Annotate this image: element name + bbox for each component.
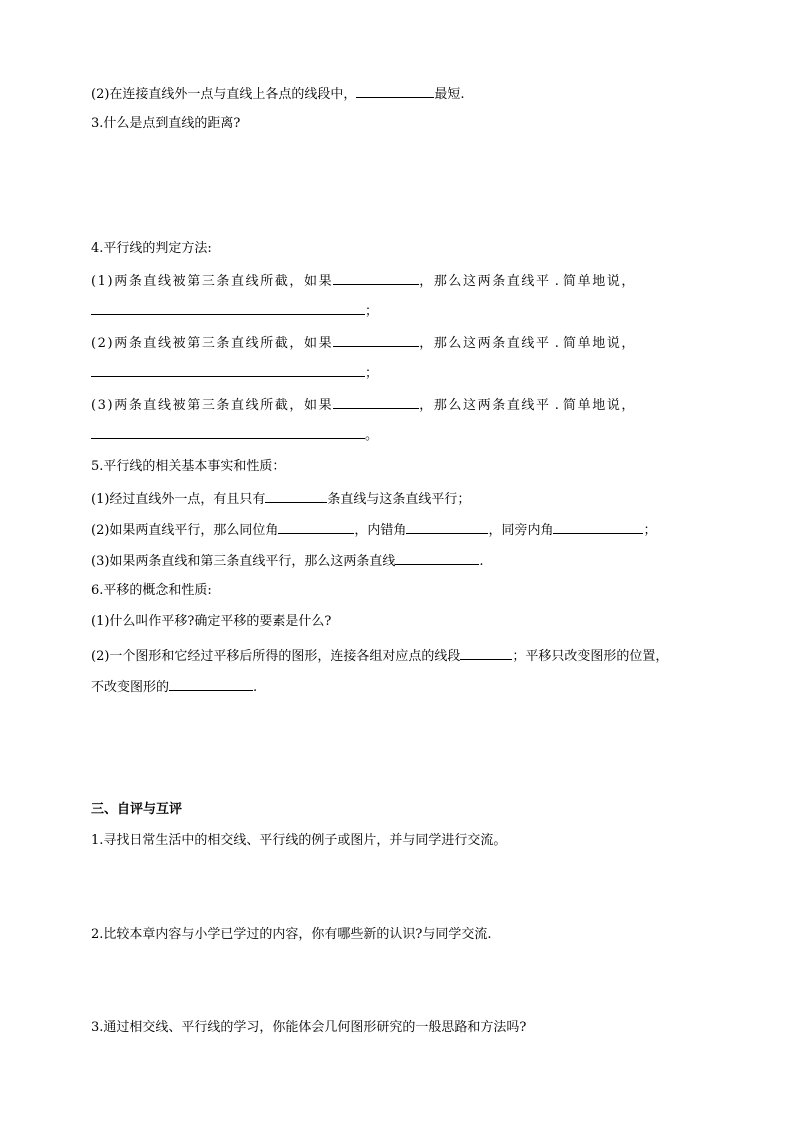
q6-item1: (1)什么叫作平移?确定平移的要素是什么? [91,614,332,629]
q4-item2-line2 [91,363,378,383]
answer-blank[interactable] [406,520,488,534]
q5-item1 [91,489,470,509]
q4-item2-tail: 简单地说， [563,336,637,351]
q2-part2-text: (2)在连接直线外一点与直线上各点的线段中， [91,87,357,102]
q6-item2 [91,646,668,666]
section3-q3: 3.通过相交线、平行线的学习，你能体会几何图形研究的一般思路和方法吗? [91,1020,527,1035]
q5-item1-post: 条直线与这条直线平行； [327,492,471,507]
q5-item1-pre: (1)经过直线外一点，有且只有 [91,492,266,507]
q2-part2 [91,84,465,104]
section3-heading: 三、自评与互评 [91,802,183,817]
q4-item1-line2 [91,301,378,321]
q5-item2-d: ； [643,523,657,538]
q5-item2-a: (2)如果两直线平行，那么同位角 [91,523,279,538]
answer-blank[interactable] [91,301,365,315]
q6-item2-post: ；平移只改变图形的位置， [512,649,669,664]
q6-item2-line2-pre: 不改变图形的 [91,680,170,695]
q6-item2-pre: (2)一个图形和它经过平移后所得的图形，连接各组对应点的线段 [91,649,461,664]
answer-blank[interactable] [333,271,419,285]
q5-item3 [91,551,484,571]
answer-blank[interactable] [460,646,512,660]
q4-item1-end: ； [365,304,379,319]
answer-blank[interactable] [265,489,327,503]
q6-item2-line2 [91,677,257,697]
q4-item3-line2 [91,425,378,445]
answer-blank[interactable] [553,520,643,534]
q4-title: 4.平行线的判定方法: [91,241,212,256]
q5-item3-post: . [479,554,484,569]
q4-item3: (3)两条直线被第三条直线所截，如果 ，那么这两条直线平 . 简单地说， [91,395,636,415]
q4-item2-mid: ，那么这两条直线平 [419,336,551,351]
q4-item3-end: 。 [365,428,379,443]
answer-blank[interactable] [395,551,479,565]
answer-blank[interactable] [333,333,419,347]
q4-item3-mid: ，那么这两条直线平 [419,398,551,413]
q4-item1: (1)两条直线被第三条直线所截，如果 ，那么这两条直线平 . 简单地说， [91,271,636,291]
q3-title: 3.什么是点到直线的距离? [91,116,241,131]
q4-item1-pre: (1)两条直线被第三条直线所截，如果 [91,274,334,289]
section3-q2: 2.比较本章内容与小学已学过的内容，你有哪些新的认识?与同学交流. [91,927,492,942]
q5-item3-pre: (3)如果两条直线和第三条直线平行，那么这两条直线 [91,554,396,569]
answer-blank[interactable] [91,425,365,439]
answer-blank[interactable] [169,677,253,691]
answer-blank[interactable] [333,395,419,409]
q5-item2 [91,520,656,540]
q4-item1-tail: 简单地说， [563,274,637,289]
answer-blank[interactable] [278,520,354,534]
q5-item2-b: ，内错角 [354,523,407,538]
q4-item2: (2)两条直线被第三条直线所截，如果 ，那么这两条直线平 . 简单地说， [91,333,636,353]
q5-item2-c: ，同旁内角 [488,523,554,538]
q5-title: 5.平行线的相关基本事实和性质： [91,459,286,474]
q4-item3-tail: 简单地说， [563,398,637,413]
q4-item1-mid: ，那么这两条直线平 [419,274,551,289]
section3-q1: 1.寻找日常生活中的相交线、平行线的例子或图片，并与同学进行交流。 [91,833,507,848]
answer-blank[interactable] [356,84,434,98]
q4-item2-pre: (2)两条直线被第三条直线所截，如果 [91,336,334,351]
q6-item2-line2-post: . [253,680,258,695]
q6-title: 6.平移的概念和性质: [91,583,212,598]
q4-item2-end: ； [365,366,379,381]
answer-blank[interactable] [91,363,365,377]
q4-item3-pre: (3)两条直线被第三条直线所截，如果 [91,398,334,413]
q2-part2-post: 最短. [434,87,465,102]
